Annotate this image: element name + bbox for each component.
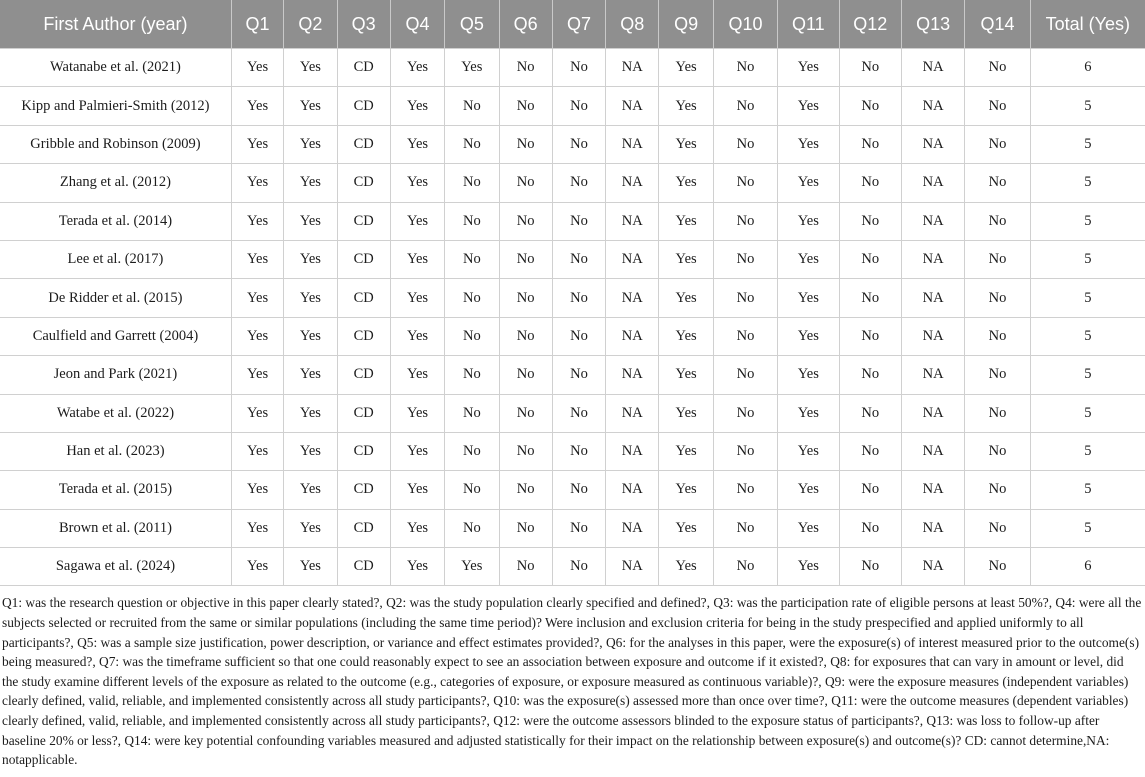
rating-cell: Yes [284,356,337,394]
total-cell: 6 [1030,548,1145,586]
rating-cell: CD [337,87,390,125]
table-row [0,240,1145,278]
rating-cell: Yes [778,548,839,586]
rating-cell: Yes [231,509,283,547]
rating-cell: No [499,432,552,470]
rating-cell: Yes [231,49,283,87]
column-header-first-author: First Author (year) [0,0,231,49]
rating-cell: No [713,202,777,240]
rating-cell: No [552,87,605,125]
rating-cell: NA [606,202,659,240]
table-row [0,432,1145,470]
rating-cell: Yes [390,125,444,163]
rating-cell: Yes [659,432,713,470]
total-cell: 5 [1030,509,1145,547]
rating-cell: No [445,87,499,125]
rating-cell: NA [606,317,659,355]
author-cell: Sagawa et al. (2024) [0,548,231,586]
rating-cell: Yes [390,394,444,432]
rating-cell: Yes [445,548,499,586]
rating-cell: No [965,471,1030,509]
total-cell: 5 [1030,164,1145,202]
author-cell: Kipp and Palmieri-Smith (2012) [0,87,231,125]
rating-cell: NA [901,432,964,470]
rating-cell: NA [606,548,659,586]
column-header-q4: Q4 [390,0,444,49]
rating-cell: NA [901,509,964,547]
rating-cell: Yes [231,87,283,125]
column-header-q14: Q14 [965,0,1030,49]
rating-cell: Yes [659,548,713,586]
rating-cell: Yes [231,125,283,163]
rating-cell: Yes [778,394,839,432]
rating-cell: No [552,49,605,87]
total-cell: 5 [1030,240,1145,278]
rating-cell: Yes [659,471,713,509]
rating-cell: No [839,125,901,163]
rating-cell: CD [337,432,390,470]
rating-cell: No [499,317,552,355]
rating-cell: Yes [778,49,839,87]
total-cell: 5 [1030,356,1145,394]
rating-cell: Yes [390,317,444,355]
rating-cell: Yes [778,509,839,547]
rating-cell: Yes [659,317,713,355]
rating-cell: No [552,279,605,317]
rating-cell: No [499,509,552,547]
column-header-q8: Q8 [606,0,659,49]
rating-cell: Yes [284,279,337,317]
rating-cell: Yes [284,125,337,163]
table-row [0,394,1145,432]
column-header-q3: Q3 [337,0,390,49]
author-cell: Watanabe et al. (2021) [0,49,231,87]
rating-cell: No [499,356,552,394]
rating-cell: No [965,548,1030,586]
rating-cell: No [839,471,901,509]
total-cell: 5 [1030,125,1145,163]
rating-cell: Yes [778,240,839,278]
rating-cell: Yes [231,317,283,355]
column-header-total-yes: Total (Yes) [1030,0,1145,49]
rating-cell: NA [606,471,659,509]
rating-cell: Yes [284,471,337,509]
column-header-q10: Q10 [713,0,777,49]
table-header-row [0,0,1145,49]
rating-cell: Yes [390,49,444,87]
rating-cell: No [445,509,499,547]
rating-cell: No [965,240,1030,278]
table-row [0,317,1145,355]
rating-cell: No [445,394,499,432]
rating-cell: Yes [659,279,713,317]
rating-cell: No [839,509,901,547]
rating-cell: No [552,317,605,355]
rating-cell: NA [606,509,659,547]
table-row [0,471,1145,509]
rating-cell: Yes [390,240,444,278]
rating-cell: Yes [390,279,444,317]
rating-cell: Yes [659,394,713,432]
rating-cell: No [552,356,605,394]
rating-cell: No [445,317,499,355]
rating-cell: No [713,164,777,202]
rating-cell: CD [337,279,390,317]
rating-cell: No [839,279,901,317]
rating-cell: No [713,548,777,586]
rating-cell: No [552,394,605,432]
rating-cell: Yes [231,279,283,317]
rating-cell: Yes [284,202,337,240]
rating-cell: No [713,49,777,87]
rating-cell: Yes [778,432,839,470]
author-cell: Lee et al. (2017) [0,240,231,278]
rating-cell: CD [337,509,390,547]
table-row [0,164,1145,202]
rating-cell: No [713,317,777,355]
rating-cell: Yes [390,164,444,202]
table-row [0,548,1145,586]
column-header-q6: Q6 [499,0,552,49]
rating-cell: CD [337,394,390,432]
rating-cell: Yes [659,356,713,394]
rating-cell: No [713,125,777,163]
table-footnote: Q1: was the research question or objective in this paper clearly stated?, Q2: was the study population clearly specified and defined?, Q3: was the participation rate of eligible persons at least 50%?, Q4: were all the subjects selected or recruited from the same or similar populations (including the same time period)? Were inclusion and exclusion criteria for being in the study prespecified and applied uniformly to all participants?, Q5: was a sample size justification, power description, or variance and effect estimates provided?, Q6: for the analyses in this paper, were the exposure(s) of interest measured prior to the outcome(s) being measured?, Q7: was the timeframe sufficient so that one could reasonably expect to see an association between exposure and outcome if it existed?, Q8: for exposures that can vary in amount or level, did the study examine different levels of the exposure as related to the outcome (e.g., categories of exposure, or exposure measured as continuous variable)?, Q9: were the exposure measures (independent variables) clearly defined, valid, reliable, and implemented consistently across all study participants?, Q10: was the exposure(s) assessed more than once over time?, Q11: were the outcome measures (dependent variables) clearly defined, valid, reliable, and implemented consistently across all study participants?, Q12: were the outcome assessors blinded to the exposure status of participants?, Q13: was loss to follow-up after baseline 20% or less?, Q14: were key potential confounding variables measured and adjusted statistically for their impact on the relationship between exposure(s) and outcome(s)? CD: cannot determine,NA: notapplicable. [2,595,1142,768]
rating-cell: No [965,87,1030,125]
rating-cell: No [713,240,777,278]
rating-cell: Yes [231,202,283,240]
rating-cell: Yes [390,87,444,125]
rating-cell: Yes [390,356,444,394]
total-cell: 5 [1030,394,1145,432]
rating-cell: Yes [231,394,283,432]
total-cell: 5 [1030,317,1145,355]
table-row [0,49,1145,87]
rating-cell: No [965,202,1030,240]
rating-cell: NA [901,49,964,87]
rating-cell: No [839,432,901,470]
rating-cell: Yes [284,317,337,355]
rating-cell: NA [901,394,964,432]
rating-cell: No [839,49,901,87]
rating-cell: NA [901,164,964,202]
rating-cell: Yes [390,509,444,547]
rating-cell: CD [337,356,390,394]
rating-cell: No [965,49,1030,87]
rating-cell: CD [337,317,390,355]
total-cell: 5 [1030,279,1145,317]
rating-cell: NA [606,394,659,432]
rating-cell: No [499,49,552,87]
rating-cell: Yes [659,202,713,240]
rating-cell: Yes [778,279,839,317]
rating-cell: Yes [231,432,283,470]
author-cell: Brown et al. (2011) [0,509,231,547]
rating-cell: No [499,471,552,509]
rating-cell: No [713,432,777,470]
table-row [0,87,1145,125]
rating-cell: No [445,471,499,509]
rating-cell: NA [901,202,964,240]
rating-cell: No [499,125,552,163]
rating-cell: NA [606,87,659,125]
rating-cell: CD [337,49,390,87]
rating-cell: Yes [390,202,444,240]
rating-cell: No [839,87,901,125]
rating-cell: No [713,87,777,125]
rating-cell: No [552,125,605,163]
rating-cell: No [713,509,777,547]
rating-cell: Yes [778,87,839,125]
author-cell: Caulfield and Garrett (2004) [0,317,231,355]
rating-cell: No [713,356,777,394]
rating-cell: CD [337,202,390,240]
rating-cell: No [839,356,901,394]
author-cell: Terada et al. (2015) [0,471,231,509]
total-cell: 5 [1030,87,1145,125]
column-header-q5: Q5 [445,0,499,49]
column-header-q9: Q9 [659,0,713,49]
author-cell: Terada et al. (2014) [0,202,231,240]
rating-cell: Yes [778,317,839,355]
rating-cell: No [445,202,499,240]
rating-cell: Yes [284,87,337,125]
total-cell: 6 [1030,49,1145,87]
rating-cell: NA [901,125,964,163]
rating-cell: No [552,471,605,509]
rating-cell: No [965,164,1030,202]
rating-cell: NA [901,279,964,317]
rating-cell: Yes [231,356,283,394]
rating-cell: NA [606,279,659,317]
rating-cell: CD [337,240,390,278]
rating-cell: No [499,202,552,240]
rating-cell: No [965,125,1030,163]
rating-cell: NA [606,164,659,202]
rating-cell: Yes [284,548,337,586]
rating-cell: Yes [659,49,713,87]
rating-cell: No [445,164,499,202]
author-cell: Jeon and Park (2021) [0,356,231,394]
total-cell: 5 [1030,202,1145,240]
rating-cell: No [965,509,1030,547]
column-header-q1: Q1 [231,0,283,49]
rating-cell: No [552,432,605,470]
rating-cell: No [552,240,605,278]
rating-cell: CD [337,164,390,202]
rating-cell: No [839,394,901,432]
column-header-q2: Q2 [284,0,337,49]
table-row [0,125,1145,163]
rating-cell: No [499,279,552,317]
rating-cell: No [839,548,901,586]
author-cell: Gribble and Robinson (2009) [0,125,231,163]
rating-cell: CD [337,125,390,163]
rating-cell: Yes [778,356,839,394]
rating-cell: Yes [778,202,839,240]
rating-cell: Yes [231,471,283,509]
rating-cell: CD [337,471,390,509]
total-cell: 5 [1030,432,1145,470]
rating-cell: Yes [284,49,337,87]
rating-cell: Yes [659,87,713,125]
column-header-q13: Q13 [901,0,964,49]
rating-cell: No [499,164,552,202]
author-cell: De Ridder et al. (2015) [0,279,231,317]
rating-cell: Yes [778,125,839,163]
rating-cell: No [552,202,605,240]
rating-cell: Yes [284,240,337,278]
rating-cell: No [499,87,552,125]
rating-cell: No [499,394,552,432]
rating-cell: Yes [284,432,337,470]
table-row [0,279,1145,317]
table-body [0,49,1145,586]
rating-cell: NA [901,87,964,125]
rating-cell: CD [337,548,390,586]
rating-cell: No [552,548,605,586]
rating-cell: Yes [231,164,283,202]
rating-cell: NA [901,240,964,278]
table-row [0,202,1145,240]
rating-cell: NA [606,49,659,87]
rating-cell: No [713,394,777,432]
rating-cell: NA [901,548,964,586]
rating-cell: No [839,164,901,202]
rating-cell: No [713,279,777,317]
rating-cell: No [965,394,1030,432]
author-cell: Han et al. (2023) [0,432,231,470]
rating-cell: Yes [284,394,337,432]
rating-cell: No [445,240,499,278]
rating-cell: Yes [390,471,444,509]
rating-cell: Yes [231,548,283,586]
rating-cell: NA [606,432,659,470]
rating-cell: No [839,240,901,278]
column-header-q11: Q11 [778,0,839,49]
rating-cell: No [965,317,1030,355]
column-header-q12: Q12 [839,0,901,49]
rating-cell: Yes [390,548,444,586]
rating-cell: No [499,240,552,278]
rating-cell: Yes [778,471,839,509]
rating-cell: No [499,548,552,586]
rating-cell: No [965,432,1030,470]
rating-cell: Yes [778,164,839,202]
rating-cell: Yes [659,125,713,163]
rating-cell: Yes [284,509,337,547]
rating-cell: Yes [231,240,283,278]
rating-cell: No [445,432,499,470]
rating-cell: No [552,509,605,547]
column-header-q7: Q7 [552,0,605,49]
rating-cell: No [445,279,499,317]
rating-cell: No [552,164,605,202]
author-cell: Watabe et al. (2022) [0,394,231,432]
rating-cell: Yes [659,509,713,547]
author-cell: Zhang et al. (2012) [0,164,231,202]
rating-cell: No [965,356,1030,394]
table-row [0,509,1145,547]
rating-cell: NA [606,240,659,278]
rating-cell: NA [901,317,964,355]
rating-cell: NA [606,356,659,394]
rating-cell: Yes [445,49,499,87]
rating-cell: No [713,471,777,509]
rating-cell: NA [606,125,659,163]
rating-cell: Yes [659,240,713,278]
rating-cell: No [839,317,901,355]
rating-cell: Yes [659,164,713,202]
rating-cell: Yes [284,164,337,202]
rating-cell: No [965,279,1030,317]
rating-cell: Yes [390,432,444,470]
table-row [0,356,1145,394]
rating-cell: NA [901,356,964,394]
total-cell: 5 [1030,471,1145,509]
rating-cell: No [445,125,499,163]
rating-cell: NA [901,471,964,509]
rating-cell: No [839,202,901,240]
rating-cell: No [445,356,499,394]
